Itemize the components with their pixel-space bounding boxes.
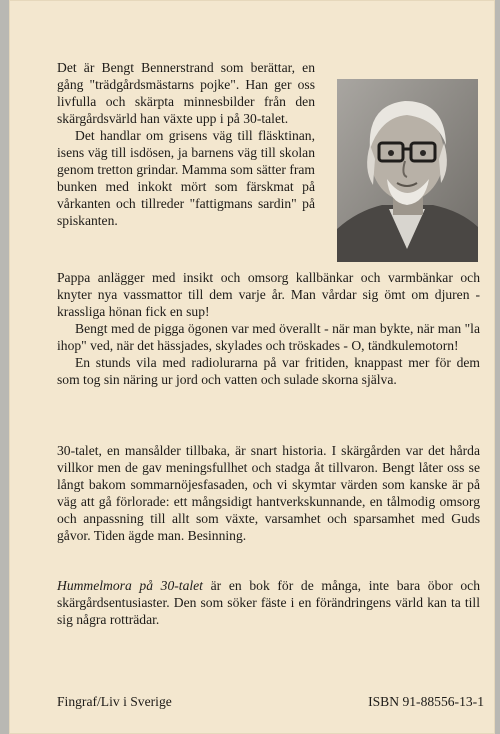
intro-block [57, 59, 315, 229]
isbn: ISBN 91-88556-13-1 [368, 694, 484, 709]
thirties-block [57, 442, 480, 544]
book-title: Hummelmora på 30-talet [57, 578, 203, 593]
middle-paragraph-2: Bengt med de pigga ögonen var med överallt - när man bykte, när man "la ihop" ved, när det hässjades, skylades och tröskades - O, tändkulemotorn! [57, 321, 480, 353]
intro-paragraph-1: Det är Bengt Bennerstrand som berättar, en gång "trädgårdsmästarns pojke". Han ger oss livfulla och skärpta minnesbilder från den skärgårdsvärld han växte upp i på 30-talet. [57, 60, 315, 126]
middle-paragraph-3: En stunds vila med radiolurarna på var fritiden, knappast mer för dem som tog sin näring ur jord och vatten och sulade skorna själva. [57, 355, 480, 387]
author-photo [337, 79, 478, 262]
intro-paragraph-2: Det handlar om grisens väg till fläsktinan, isens väg till isdösen, ja barnens väg till skolan genom tretton grindar. Mamma som sätter fram bunken med inkokt mört som färskmat på vårkanten och tillreder "fattigmans sardin" på spiskanten. [57, 128, 315, 228]
closing-paragraph [57, 577, 480, 628]
middle-paragraph-1: Pappa anlägger med insikt och omsorg kallbänkar och varmbänkar och knyter nya vassmattor till dem varje år. Man vårdar sig ömt om djuren - krassliga hönan fick en sup! [57, 270, 480, 319]
closing-text: är en bok för de många, inte bara öbor och skärgårdsentusiaster. Den som söker fäste i en förändringens värld kan ta till sig några rotträdar. [57, 578, 480, 627]
closing-block [57, 577, 480, 628]
footer [57, 694, 484, 710]
thirties-paragraph: 30-talet, en mansålder tillbaka, är snart historia. I skärgården var det hårda villkor men de gav meningsfullhet och stadga åt tillvaron. Bengt låter oss se långt bakom sommarnöjesfasaden, och vi skymtar värden som kanske är på väg att gå förlorade: ett mångsidigt hantverkskunnande, en tålmodig omsorg och anpassning till allt som växte, varsamhet och sparsamhet med Guds gåvor. Tiden ägde man. Besinning. [57, 443, 480, 543]
publisher: Fingraf/Liv i Sverige [57, 694, 172, 709]
middle-block [57, 269, 480, 388]
